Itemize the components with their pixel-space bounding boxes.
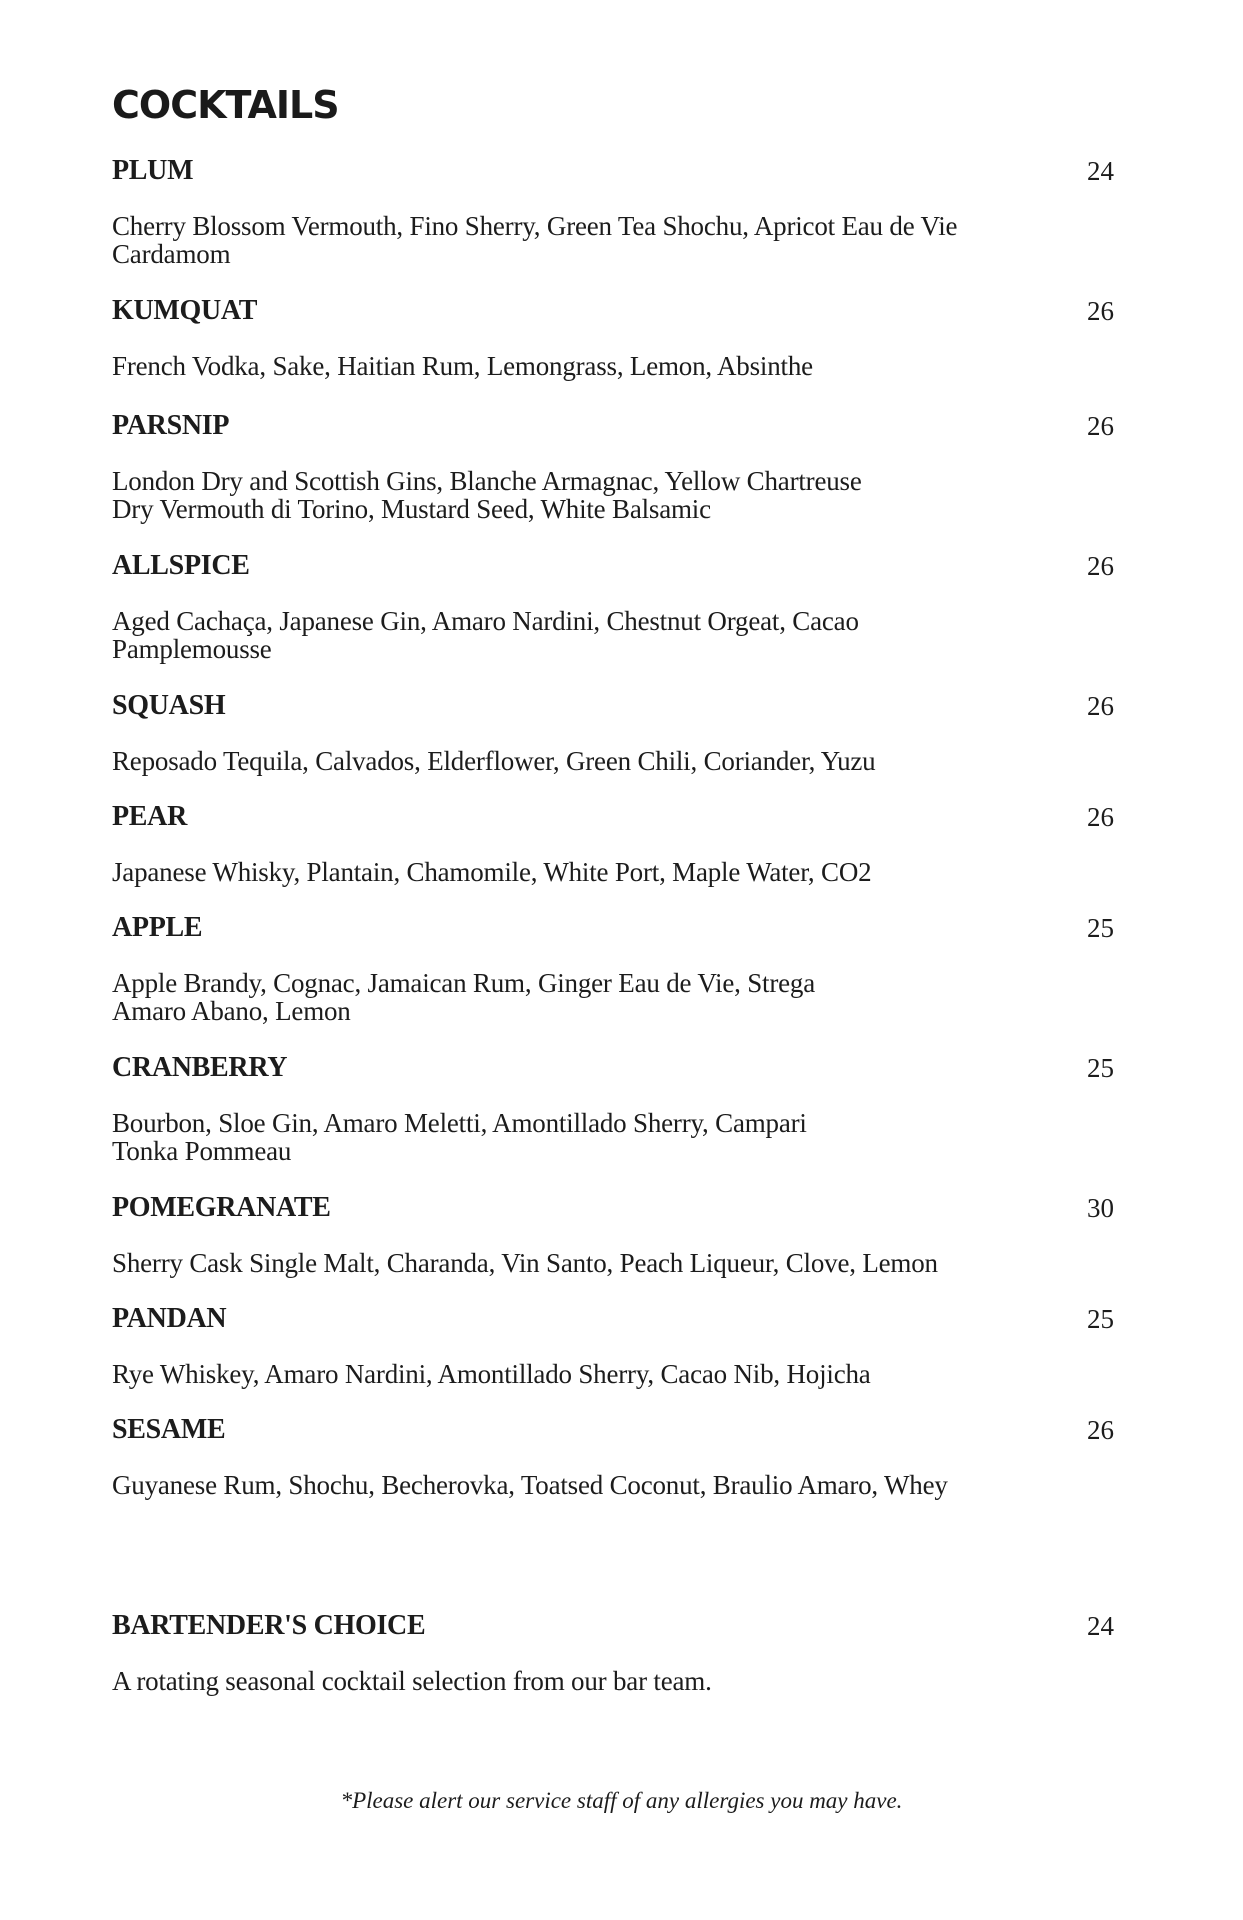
ingredients-line: Amaro Abano, Lemon [112, 996, 351, 1026]
cocktail-name: ALLSPICE [112, 550, 250, 581]
cocktail-ingredients [112, 467, 1114, 523]
menu-item [112, 156, 1114, 268]
ingredients-line: Japanese Whisky, Plantain, Chamomile, White Port, Maple Water, CO2 [112, 857, 872, 887]
cocktail-ingredients [112, 1109, 1114, 1165]
menu-item [112, 802, 1114, 886]
cocktail-name: POMEGRANATE [112, 1192, 331, 1223]
cocktail-price: 24 [1087, 1611, 1114, 1641]
cocktail-ingredients [112, 1360, 1114, 1388]
menu-item [112, 1193, 1114, 1277]
cocktail-name: BARTENDER'S CHOICE [112, 1610, 426, 1641]
ingredients-line: London Dry and Scottish Gins, Blanche Armagnac, Yellow Chartreuse [112, 466, 862, 496]
cocktail-name: PEAR [112, 801, 188, 832]
cocktail-name: SQUASH [112, 690, 226, 721]
cocktail-price: 26 [1087, 411, 1114, 441]
menu-item [112, 1053, 1114, 1165]
cocktail-ingredients [112, 607, 1114, 663]
menu-item-header [112, 411, 1114, 441]
cocktail-price: 24 [1087, 156, 1114, 186]
menu-item [112, 1304, 1114, 1388]
ingredients-line: French Vodka, Sake, Haitian Rum, Lemongrass, Lemon, Absinthe [112, 351, 813, 381]
menu-item-header [112, 156, 1114, 186]
cocktail-name: PARSNIP [112, 410, 230, 441]
cocktail-name: PANDAN [112, 1303, 227, 1334]
cocktail-ingredients [112, 1249, 1114, 1277]
ingredients-line: Apple Brandy, Cognac, Jamaican Rum, Ginger Eau de Vie, Strega [112, 968, 815, 998]
cocktail-price: 26 [1087, 802, 1114, 832]
menu-item-header [112, 913, 1114, 943]
page-title: COCKTAILS [112, 83, 339, 127]
ingredients-line: Pamplemousse [112, 634, 272, 664]
menu-item-header [112, 1611, 1114, 1641]
cocktail-name: CRANBERRY [112, 1052, 288, 1083]
ingredients-line: A rotating seasonal cocktail selection from our bar team. [112, 1666, 712, 1696]
menu-item-header [112, 296, 1114, 326]
menu-item [112, 691, 1114, 775]
menu-item [112, 296, 1114, 380]
cocktail-price: 26 [1087, 1415, 1114, 1445]
cocktail-ingredients [112, 1667, 1114, 1695]
menu-item-header [112, 551, 1114, 581]
cocktail-price: 26 [1087, 691, 1114, 721]
cocktail-ingredients [112, 352, 1114, 380]
ingredients-line: Dry Vermouth di Torino, Mustard Seed, White Balsamic [112, 494, 711, 524]
ingredients-line: Aged Cachaça, Japanese Gin, Amaro Nardini, Chestnut Orgeat, Cacao [112, 606, 859, 636]
ingredients-line: Reposado Tequila, Calvados, Elderflower, Green Chili, Coriander, Yuzu [112, 746, 876, 776]
cocktail-ingredients [112, 747, 1114, 775]
cocktail-price: 26 [1087, 296, 1114, 326]
menu-item-header [112, 802, 1114, 832]
menu-item [112, 1415, 1114, 1499]
cocktail-ingredients [112, 212, 1114, 268]
cocktail-price: 30 [1087, 1193, 1114, 1223]
cocktail-price: 26 [1087, 551, 1114, 581]
cocktail-name: PLUM [112, 155, 194, 186]
menu-item [112, 551, 1114, 663]
ingredients-line: Tonka Pommeau [112, 1136, 292, 1166]
cocktail-name: SESAME [112, 1414, 226, 1445]
cocktail-name: APPLE [112, 912, 203, 943]
cocktail-price: 25 [1087, 1304, 1114, 1334]
menu-item [112, 913, 1114, 1025]
allergy-notice: *Please alert our service staff of any allergies you may have. [340, 1788, 903, 1813]
cocktail-price: 25 [1087, 913, 1114, 943]
menu-item-header [112, 1304, 1114, 1334]
ingredients-line: Sherry Cask Single Malt, Charanda, Vin Santo, Peach Liqueur, Clove, Lemon [112, 1248, 938, 1278]
ingredients-line: Cherry Blossom Vermouth, Fino Sherry, Green Tea Shochu, Apricot Eau de Vie [112, 211, 958, 241]
ingredients-line: Bourbon, Sloe Gin, Amaro Meletti, Amontillado Sherry, Campari [112, 1108, 807, 1138]
cocktail-price: 25 [1087, 1053, 1114, 1083]
menu-item-header [112, 691, 1114, 721]
cocktail-ingredients [112, 858, 1114, 886]
menu-item [112, 411, 1114, 523]
menu-item [112, 1611, 1114, 1695]
menu-item-header [112, 1053, 1114, 1083]
menu-item-header [112, 1415, 1114, 1445]
cocktail-name: KUMQUAT [112, 295, 258, 326]
cocktail-ingredients [112, 1471, 1114, 1499]
ingredients-line: Cardamom [112, 239, 231, 269]
ingredients-line: Rye Whiskey, Amaro Nardini, Amontillado Sherry, Cacao Nib, Hojicha [112, 1359, 871, 1389]
menu-item-header [112, 1193, 1114, 1223]
ingredients-line: Guyanese Rum, Shochu, Becherovka, Toatsed Coconut, Braulio Amaro, Whey [112, 1470, 948, 1500]
cocktail-ingredients [112, 969, 1114, 1025]
